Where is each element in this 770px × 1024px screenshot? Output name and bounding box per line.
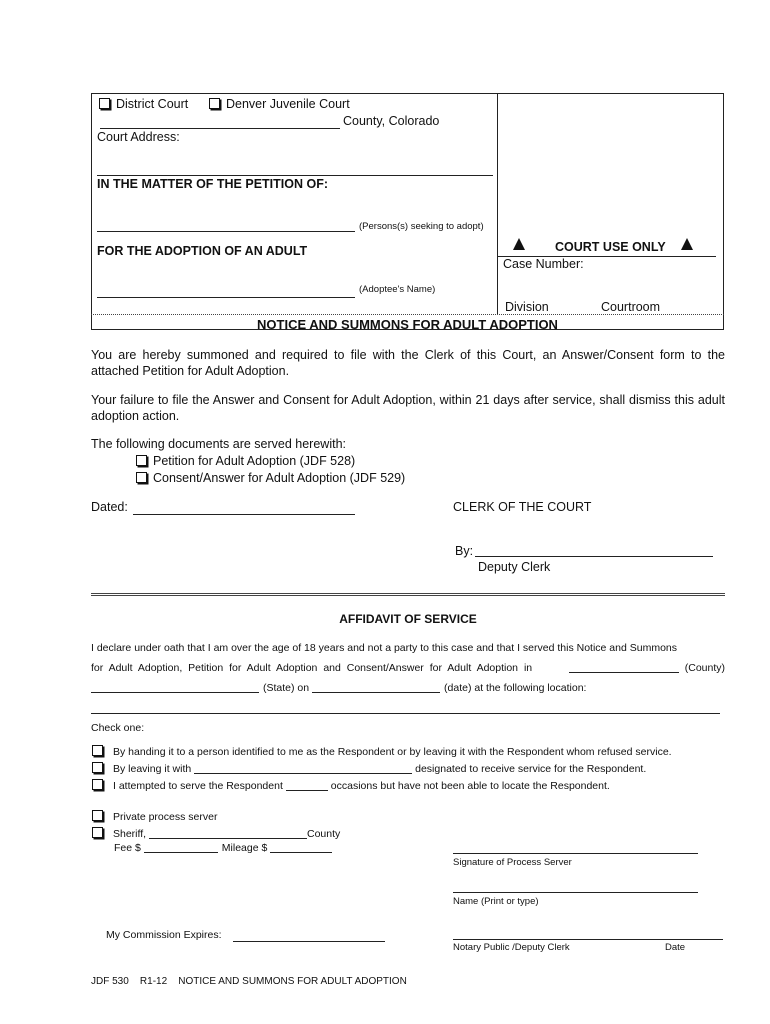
- text: for Adult Adoption, Petition for Adult Adoption and Consent/Answer for Adult Adoption in: [91, 662, 533, 674]
- document-title: NOTICE AND SUMMONS FOR ADULT ADOPTION: [257, 317, 558, 332]
- dated-label: Dated:: [91, 500, 128, 514]
- text: (County): [684, 662, 725, 674]
- docs-intro: The following documents are served herewith:: [91, 437, 346, 451]
- private-server-option[interactable]: [92, 810, 217, 825]
- label: Denver Juvenile Court: [226, 97, 350, 111]
- server-name-field[interactable]: [453, 892, 698, 893]
- checkbox-icon[interactable]: [92, 827, 103, 838]
- label: Fee $: [114, 842, 141, 854]
- label: Private process server: [113, 811, 218, 823]
- by-signature-field[interactable]: [475, 556, 713, 557]
- county-served-field[interactable]: [569, 661, 679, 673]
- deputy-clerk-label: Deputy Clerk: [478, 560, 551, 574]
- notice-paragraph-1: You are hereby summoned and required to file with the Clerk of this Court, an Answer/Consent form to the attached Petition for Adult Adoption.: [91, 348, 725, 378]
- affidavit-line-2: [91, 661, 725, 676]
- label: County: [307, 828, 341, 840]
- checkbox-icon[interactable]: [209, 98, 220, 109]
- label: I attempted to serve the Respondent: [113, 780, 283, 792]
- name-print-label: Name (Print or type): [453, 896, 539, 907]
- persons-seeking-label: (Persons(s) seeking to adopt): [359, 221, 484, 232]
- section-divider: [91, 593, 725, 596]
- caption-divider: [497, 93, 498, 314]
- in-the-matter-heading: IN THE MATTER OF THE PETITION OF:: [97, 177, 329, 191]
- mileage-field[interactable]: [270, 841, 332, 853]
- label: Petition for Adult Adoption (JDF 528): [153, 454, 356, 468]
- label: By handing it to a person identified to me as the Respondent or by leaving it with the Respondent whom refused service.: [113, 746, 672, 758]
- courtroom-label: Courtroom: [601, 300, 661, 314]
- notary-label: Notary Public /Deputy Clerk: [453, 942, 570, 953]
- label: Consent/Answer for Adult Adoption (JDF 529): [153, 471, 406, 485]
- affidavit-line-1: I declare under oath that I am over the age of 18 years and not a party to this case and that I served this Notice and Summons: [91, 642, 678, 654]
- triangle-up-icon: [681, 238, 693, 250]
- dated-field[interactable]: [133, 514, 355, 515]
- county-field[interactable]: [100, 128, 340, 129]
- label: Sheriff,: [113, 828, 147, 840]
- doc-item[interactable]: [136, 471, 405, 486]
- label: District Court: [116, 97, 189, 111]
- check-one-label: Check one:: [91, 722, 145, 734]
- district-court-option[interactable]: [99, 97, 188, 112]
- checkbox-icon[interactable]: [92, 762, 103, 773]
- label: By leaving it with: [113, 763, 192, 775]
- location-field[interactable]: [91, 713, 720, 714]
- notice-paragraph-2: Your failure to file the Answer and Consent for Adult Adoption, within 21 days after service, shall dismiss this adult adoption action.: [91, 393, 725, 423]
- division-label: Division: [505, 300, 549, 314]
- leaving-with-field[interactable]: [194, 762, 412, 774]
- commission-field[interactable]: [233, 941, 385, 942]
- text: (State) on: [263, 682, 310, 694]
- state-field[interactable]: [91, 681, 259, 693]
- for-adoption-heading: FOR THE ADOPTION OF AN ADULT: [97, 244, 308, 258]
- signature-server-label: Signature of Process Server: [453, 857, 572, 868]
- adoptee-name-label: (Adoptee's Name): [359, 284, 436, 295]
- clerk-label: CLERK OF THE COURT: [453, 500, 592, 514]
- checkbox-icon[interactable]: [92, 810, 103, 821]
- checkbox-icon[interactable]: [136, 455, 147, 466]
- service-option-3[interactable]: [92, 779, 610, 794]
- checkbox-icon[interactable]: [92, 745, 103, 756]
- checkbox-icon[interactable]: [136, 472, 147, 483]
- fee-field[interactable]: [144, 841, 218, 853]
- divider: [97, 175, 493, 176]
- service-option-1[interactable]: [92, 745, 672, 760]
- label: designated to receive service for the Respondent.: [415, 763, 647, 775]
- text: (date) at the following location:: [444, 682, 587, 694]
- by-label: By:: [455, 544, 474, 558]
- fee-row: [114, 841, 332, 856]
- date-label: Date: [665, 942, 686, 953]
- triangle-up-icon: [513, 238, 525, 250]
- date-field[interactable]: [312, 681, 440, 693]
- label: Mileage $: [221, 842, 268, 854]
- county-blank: [569, 661, 725, 676]
- county-colorado-label: County, Colorado: [343, 114, 440, 128]
- sheriff-county-field[interactable]: [149, 827, 307, 839]
- denver-juvenile-option[interactable]: [209, 97, 350, 112]
- service-option-2[interactable]: [92, 762, 646, 777]
- occasions-field[interactable]: [286, 779, 328, 791]
- court-address-label: Court Address:: [97, 130, 180, 144]
- checkbox-icon[interactable]: [92, 779, 103, 790]
- petitioner-field[interactable]: [97, 231, 355, 232]
- sheriff-option[interactable]: [92, 827, 340, 842]
- label: occasions but have not been able to locate the Respondent.: [330, 780, 610, 792]
- footer: JDF 530 R1-12 NOTICE AND SUMMONS FOR ADULT ADOPTION: [91, 976, 407, 987]
- affidavit-line-3: [91, 681, 586, 696]
- commission-label: My Commission Expires:: [106, 929, 222, 941]
- doc-item[interactable]: [136, 454, 355, 469]
- affidavit-title: AFFIDAVIT OF SERVICE: [339, 612, 477, 626]
- server-signature-field[interactable]: [453, 853, 698, 854]
- case-number-label: Case Number:: [503, 257, 584, 271]
- checkbox-icon[interactable]: [99, 98, 110, 109]
- court-use-only-label: COURT USE ONLY: [555, 240, 666, 254]
- adoptee-field[interactable]: [97, 297, 355, 298]
